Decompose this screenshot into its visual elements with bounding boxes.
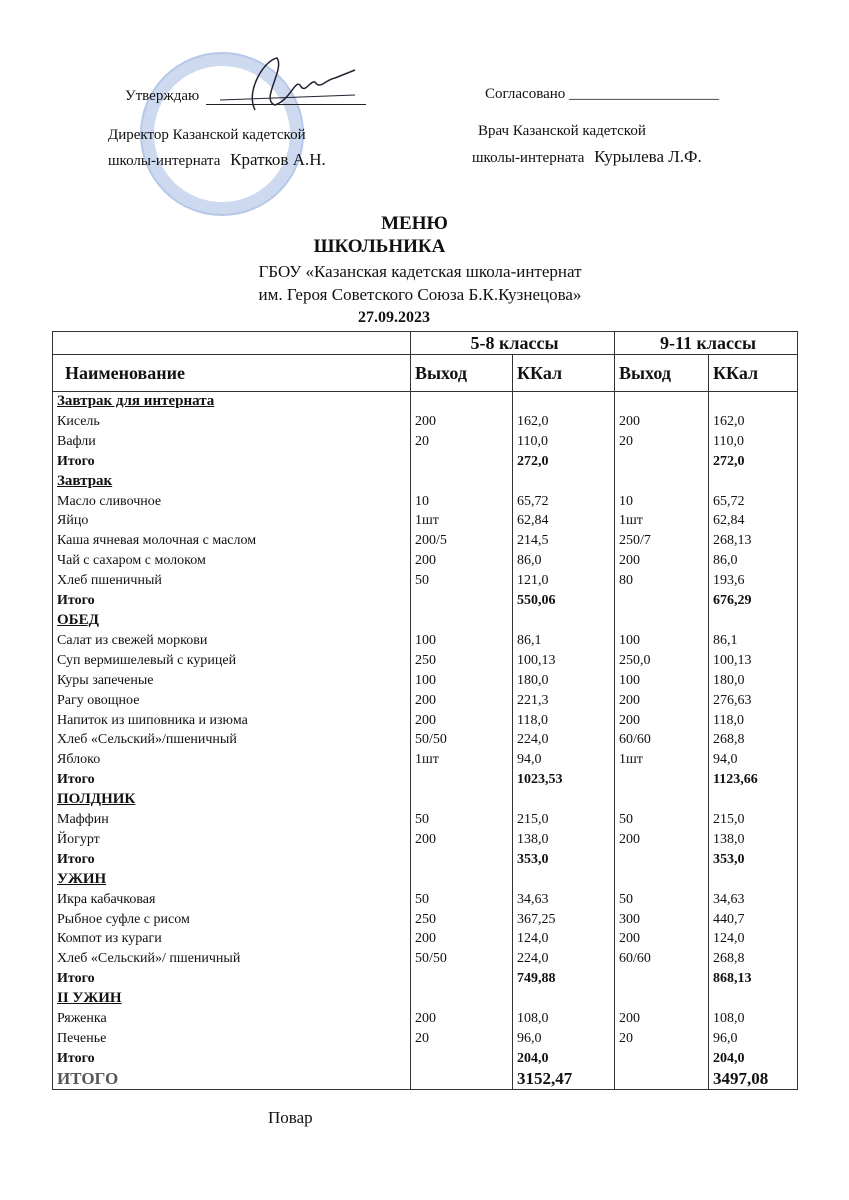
table-row — [53, 531, 798, 551]
section-header-row — [53, 870, 798, 890]
portion-5-8: 10 — [411, 492, 513, 512]
kcal-9-11: 62,84 — [709, 511, 798, 531]
empty — [615, 591, 709, 611]
dish-name: Икра кабачковая — [53, 890, 411, 910]
table-row — [53, 1029, 798, 1049]
kcal-5-8: 110,0 — [513, 432, 615, 452]
empty — [709, 989, 798, 1009]
kcal-5-8: 162,0 — [513, 412, 615, 432]
table-row — [53, 949, 798, 969]
grand-total-9-11: 3497,08 — [709, 1069, 798, 1089]
subtotal-label: Итого — [53, 591, 411, 611]
empty — [513, 989, 615, 1009]
dish-name: Компот из кураги — [53, 929, 411, 949]
portion-9-11: 250,0 — [615, 651, 709, 671]
dish-name: Рыбное суфле с рисом — [53, 910, 411, 930]
empty — [513, 611, 615, 631]
portion-5-8: 100 — [411, 671, 513, 691]
table-row — [53, 890, 798, 910]
empty — [411, 392, 513, 412]
table-row — [53, 651, 798, 671]
grand-total-label: ИТОГО — [53, 1069, 411, 1089]
portion-9-11: 100 — [615, 631, 709, 651]
doctor-school: школы-интерната — [472, 150, 585, 166]
empty — [513, 472, 615, 492]
section-title: II УЖИН — [53, 989, 411, 1009]
blank-cell — [53, 332, 411, 355]
kcal-9-11: 34,63 — [709, 890, 798, 910]
dish-name: Ряженка — [53, 1009, 411, 1029]
kcal-5-8: 100,13 — [513, 651, 615, 671]
subtotal-row — [53, 591, 798, 611]
col-kcal-1: ККал — [513, 355, 615, 392]
portion-5-8: 250 — [411, 651, 513, 671]
subtotal-row — [53, 770, 798, 790]
table-row — [53, 711, 798, 731]
grand-total-row — [53, 1069, 798, 1089]
kcal-9-11: 440,7 — [709, 910, 798, 930]
dish-name: Яблоко — [53, 750, 411, 770]
group-9-11: 9-11 классы — [615, 332, 798, 355]
portion-9-11: 200 — [615, 929, 709, 949]
group-header-row — [53, 332, 798, 355]
subtotal-9-11: 353,0 — [709, 850, 798, 870]
subtotal-9-11: 676,29 — [709, 591, 798, 611]
table-row — [53, 929, 798, 949]
empty — [411, 790, 513, 810]
portion-9-11: 100 — [615, 671, 709, 691]
kcal-5-8: 180,0 — [513, 671, 615, 691]
kcal-5-8: 86,1 — [513, 631, 615, 651]
kcal-9-11: 96,0 — [709, 1029, 798, 1049]
empty — [411, 1069, 513, 1089]
portion-9-11: 10 — [615, 492, 709, 512]
empty — [513, 392, 615, 412]
empty — [411, 989, 513, 1009]
empty — [615, 472, 709, 492]
kcal-9-11: 100,13 — [709, 651, 798, 671]
portion-5-8: 200 — [411, 551, 513, 571]
table-row — [53, 571, 798, 591]
kcal-5-8: 224,0 — [513, 730, 615, 750]
kcal-9-11: 268,13 — [709, 531, 798, 551]
kcal-5-8: 367,25 — [513, 910, 615, 930]
empty — [411, 452, 513, 472]
dish-name: Напиток из шиповника и изюма — [53, 711, 411, 731]
table-row — [53, 810, 798, 830]
kcal-5-8: 221,3 — [513, 691, 615, 711]
table-row — [53, 551, 798, 571]
subtotal-9-11: 272,0 — [709, 452, 798, 472]
portion-5-8: 50/50 — [411, 730, 513, 750]
dish-name: Хлеб «Сельский»/пшеничный — [53, 730, 411, 750]
kcal-5-8: 62,84 — [513, 511, 615, 531]
portion-5-8: 20 — [411, 432, 513, 452]
kcal-5-8: 108,0 — [513, 1009, 615, 1029]
subtotal-label: Итого — [53, 850, 411, 870]
column-header-row — [53, 355, 798, 392]
portion-9-11: 300 — [615, 910, 709, 930]
table-row — [53, 511, 798, 531]
dish-name: Яйцо — [53, 511, 411, 531]
kcal-9-11: 193,6 — [709, 571, 798, 591]
portion-5-8: 100 — [411, 631, 513, 651]
table-row — [53, 1009, 798, 1029]
portion-5-8: 200 — [411, 1009, 513, 1029]
section-title: Завтрак — [53, 472, 411, 492]
portion-5-8: 50 — [411, 890, 513, 910]
kcal-5-8: 215,0 — [513, 810, 615, 830]
kcal-5-8: 138,0 — [513, 830, 615, 850]
kcal-9-11: 118,0 — [709, 711, 798, 731]
org-line2: им. Героя Советского Союза Б.К.Кузнецова» — [258, 285, 582, 304]
empty — [615, 1069, 709, 1089]
empty — [615, 392, 709, 412]
kcal-5-8: 94,0 — [513, 750, 615, 770]
section-header-row — [53, 989, 798, 1009]
dish-name: Маффин — [53, 810, 411, 830]
empty — [513, 870, 615, 890]
section-title: ОБЕД — [53, 611, 411, 631]
empty — [615, 989, 709, 1009]
portion-9-11: 200 — [615, 551, 709, 571]
empty — [411, 611, 513, 631]
portion-5-8: 200 — [411, 691, 513, 711]
col-out-1: Выход — [411, 355, 513, 392]
portion-9-11: 200 — [615, 412, 709, 432]
empty — [615, 790, 709, 810]
portion-9-11: 20 — [615, 432, 709, 452]
table-row — [53, 730, 798, 750]
portion-5-8: 200 — [411, 830, 513, 850]
empty — [709, 611, 798, 631]
kcal-9-11: 86,1 — [709, 631, 798, 651]
portion-5-8: 20 — [411, 1029, 513, 1049]
dish-name: Хлеб «Сельский»/ пшеничный — [53, 949, 411, 969]
dish-name: Каша ячневая молочная с маслом — [53, 531, 411, 551]
portion-9-11: 200 — [615, 711, 709, 731]
portion-5-8: 250 — [411, 910, 513, 930]
menu-table — [52, 331, 798, 1090]
subtotal-5-8: 550,06 — [513, 591, 615, 611]
portion-9-11: 20 — [615, 1029, 709, 1049]
portion-5-8: 1шт — [411, 511, 513, 531]
table-row — [53, 910, 798, 930]
dish-name: Йогурт — [53, 830, 411, 850]
section-title: Завтрак для интерната — [53, 392, 411, 412]
portion-5-8: 1шт — [411, 750, 513, 770]
portion-9-11: 1шт — [615, 511, 709, 531]
dish-name: Кисель — [53, 412, 411, 432]
empty — [513, 790, 615, 810]
empty — [615, 770, 709, 790]
empty — [615, 850, 709, 870]
doctor-name: Курылева Л.Ф. — [594, 147, 702, 166]
portion-5-8: 200/5 — [411, 531, 513, 551]
dish-name: Хлеб пшеничный — [53, 571, 411, 591]
portion-9-11: 250/7 — [615, 531, 709, 551]
menu-date: 27.09.2023 — [358, 309, 430, 326]
portion-9-11: 80 — [615, 571, 709, 591]
kcal-9-11: 94,0 — [709, 750, 798, 770]
director-line2-group — [108, 150, 326, 170]
dish-name: Вафли — [53, 432, 411, 452]
dish-name: Куры запеченые — [53, 671, 411, 691]
subtotal-5-8: 1023,53 — [513, 770, 615, 790]
kcal-9-11: 110,0 — [709, 432, 798, 452]
kcal-9-11: 268,8 — [709, 730, 798, 750]
table-row — [53, 412, 798, 432]
empty — [411, 969, 513, 989]
portion-9-11: 200 — [615, 691, 709, 711]
empty — [709, 870, 798, 890]
empty — [411, 770, 513, 790]
empty — [709, 790, 798, 810]
subtotal-5-8: 204,0 — [513, 1049, 615, 1069]
title-student: ШКОЛЬНИКА — [313, 236, 446, 257]
portion-5-8: 50 — [411, 810, 513, 830]
portion-9-11: 60/60 — [615, 730, 709, 750]
director-name: Кратков А.Н. — [230, 150, 326, 169]
subtotal-5-8: 272,0 — [513, 452, 615, 472]
kcal-9-11: 108,0 — [709, 1009, 798, 1029]
portion-9-11: 200 — [615, 830, 709, 850]
col-out-2: Выход — [615, 355, 709, 392]
empty — [709, 472, 798, 492]
subtotal-9-11: 868,13 — [709, 969, 798, 989]
org-line1: ГБОУ «Казанская кадетская школа-интернат — [258, 262, 582, 281]
kcal-5-8: 121,0 — [513, 571, 615, 591]
portion-9-11: 60/60 — [615, 949, 709, 969]
dish-name: Чай с сахаром с молоком — [53, 551, 411, 571]
dish-name: Суп вермишелевый с курицей — [53, 651, 411, 671]
subtotal-row — [53, 850, 798, 870]
kcal-5-8: 86,0 — [513, 551, 615, 571]
section-title: ПОЛДНИК — [53, 790, 411, 810]
empty — [615, 452, 709, 472]
kcal-5-8: 34,63 — [513, 890, 615, 910]
table-row — [53, 750, 798, 770]
empty — [615, 969, 709, 989]
signature-line — [206, 104, 366, 105]
empty — [411, 1049, 513, 1069]
kcal-9-11: 138,0 — [709, 830, 798, 850]
section-header-row — [53, 790, 798, 810]
grand-total-5-8: 3152,47 — [513, 1069, 615, 1089]
table-row — [53, 432, 798, 452]
dish-name: Масло сливочное — [53, 492, 411, 512]
subtotal-label: Итого — [53, 770, 411, 790]
col-name: Наименование — [53, 355, 411, 392]
table-row — [53, 830, 798, 850]
kcal-5-8: 224,0 — [513, 949, 615, 969]
subtotal-label: Итого — [53, 969, 411, 989]
kcal-5-8: 96,0 — [513, 1029, 615, 1049]
subtotal-9-11: 1123,66 — [709, 770, 798, 790]
director-signature — [215, 50, 365, 120]
approve-label: Утверждаю — [125, 88, 200, 104]
dish-name: Рагу овощное — [53, 691, 411, 711]
empty — [411, 591, 513, 611]
kcal-9-11: 215,0 — [709, 810, 798, 830]
empty — [615, 1049, 709, 1069]
title-menu: МЕНЮ — [381, 213, 448, 234]
agreed-label: Согласовано ____________________ — [485, 86, 720, 102]
portion-9-11: 1шт — [615, 750, 709, 770]
table-row — [53, 631, 798, 651]
group-5-8: 5-8 классы — [411, 332, 615, 355]
kcal-5-8: 124,0 — [513, 929, 615, 949]
portion-9-11: 50 — [615, 890, 709, 910]
section-header-row — [53, 472, 798, 492]
portion-5-8: 50 — [411, 571, 513, 591]
kcal-9-11: 65,72 — [709, 492, 798, 512]
section-title: УЖИН — [53, 870, 411, 890]
subtotal-5-8: 749,88 — [513, 969, 615, 989]
subtotal-5-8: 353,0 — [513, 850, 615, 870]
kcal-5-8: 118,0 — [513, 711, 615, 731]
kcal-9-11: 86,0 — [709, 551, 798, 571]
portion-9-11: 50 — [615, 810, 709, 830]
doctor-line1: Врач Казанской кадетской — [478, 123, 646, 139]
empty — [411, 850, 513, 870]
portion-5-8: 200 — [411, 929, 513, 949]
portion-5-8: 200 — [411, 711, 513, 731]
table-row — [53, 492, 798, 512]
cook-label: Повар — [268, 1108, 313, 1127]
subtotal-row — [53, 1049, 798, 1069]
subtotal-9-11: 204,0 — [709, 1049, 798, 1069]
kcal-9-11: 276,63 — [709, 691, 798, 711]
empty — [615, 870, 709, 890]
subtotal-row — [53, 452, 798, 472]
dish-name: Печенье — [53, 1029, 411, 1049]
kcal-9-11: 268,8 — [709, 949, 798, 969]
table-row — [53, 671, 798, 691]
portion-5-8: 200 — [411, 412, 513, 432]
section-header-row — [53, 392, 798, 412]
empty — [411, 870, 513, 890]
kcal-5-8: 65,72 — [513, 492, 615, 512]
dish-name: Салат из свежей моркови — [53, 631, 411, 651]
subtotal-row — [53, 969, 798, 989]
col-kcal-2: ККал — [709, 355, 798, 392]
empty — [615, 611, 709, 631]
kcal-5-8: 214,5 — [513, 531, 615, 551]
table-row — [53, 691, 798, 711]
empty — [411, 472, 513, 492]
kcal-9-11: 124,0 — [709, 929, 798, 949]
portion-5-8: 50/50 — [411, 949, 513, 969]
portion-9-11: 200 — [615, 1009, 709, 1029]
subtotal-label: Итого — [53, 1049, 411, 1069]
kcal-9-11: 180,0 — [709, 671, 798, 691]
doctor-line2-group — [472, 147, 702, 167]
director-line1: Директор Казанской кадетской — [108, 127, 306, 143]
section-header-row — [53, 611, 798, 631]
empty — [709, 392, 798, 412]
kcal-9-11: 162,0 — [709, 412, 798, 432]
subtotal-label: Итого — [53, 452, 411, 472]
director-school: школы-интерната — [108, 153, 221, 169]
